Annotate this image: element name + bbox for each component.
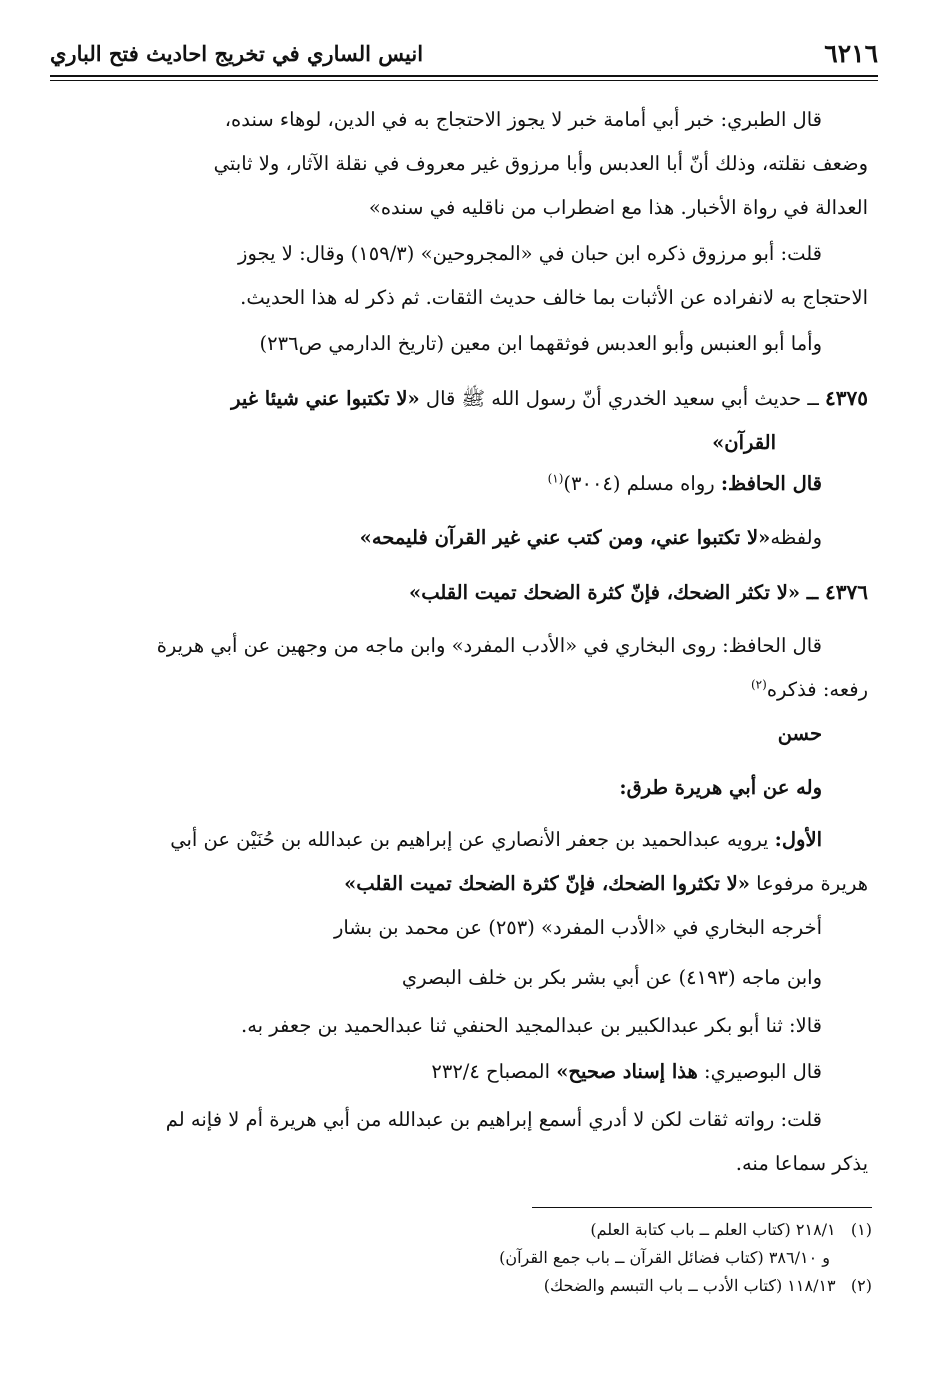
reference-text: رواه مسلم (٣٠٠٤): [563, 472, 715, 495]
text-line: [56, 1050, 868, 1094]
text-line: وله عن أبي هريرة طرق:: [619, 776, 822, 799]
footnote-number: (١): [850, 1220, 872, 1239]
running-title: انيس الساري في تخريج احاديث فتح الباري: [50, 41, 424, 66]
intro-text: ولفظه: [770, 526, 822, 549]
paragraph-abu-marzuq: [56, 232, 868, 320]
hadith-intro: ــ حديث أبي سعيد الخدري أنّ رسول الله ﷺ قال: [425, 387, 819, 410]
footnote-separator: [532, 1207, 872, 1208]
paragraph-tabari: [56, 98, 868, 230]
footnote-1: [300, 1216, 872, 1244]
footnote-marker: (١): [547, 471, 564, 486]
footnote-text: ٢١٨/١ (كتاب العلم ــ باب كتابة العلم): [590, 1220, 836, 1239]
text-line: قال الحافظ: روى البخاري في «الأدب المفرد» وابن ماجه من وجهين عن أبي هريرة: [156, 634, 822, 657]
text-line: [56, 570, 868, 615]
hadith-text: «لا تكثروا الضحك، فإنّ كثرة الضحك تميت القلب»: [344, 872, 750, 895]
text-line: قلت: أبو مرزوق ذكره ابن حبان في «المجروحين» (١٥٩/٣) وقال: لا يجوز: [238, 242, 822, 265]
label-first: الأول:: [774, 828, 822, 851]
text-line: وابن ماجه (٤١٩٣) عن أبي بشر بكر بن خلف البصري: [401, 966, 822, 989]
header-rule-thin: [50, 80, 878, 81]
paragraph-busiri: [56, 1050, 868, 1094]
grading-text: حسن: [777, 722, 822, 745]
paragraph-conclusion: [56, 1098, 868, 1186]
hadith-text: «لا تكتبوا عني، ومن كتب عني غير القرآن فليمحه»: [359, 526, 771, 549]
text-line: [56, 862, 868, 906]
hadith-text-continued: القرآن»: [712, 431, 776, 454]
text-line: وأما أبو العنبس وأبو العدبس فوثقهما ابن معين (تاريخ الدارمي ص٢٣٦): [259, 332, 822, 355]
footnotes: [300, 1216, 872, 1300]
footnote-number: (٢): [850, 1276, 872, 1295]
paragraph-hafiz-1: [56, 462, 868, 506]
paragraph-hafiz-2: [56, 624, 868, 712]
text-line: قلت: رواته ثقات لكن لا أدري أسمع إبراهيم بن عبدالله من أبي هريرة أم لا فإنه لم: [165, 1108, 822, 1131]
footnote-1-continued: و ٣٨٦/١٠ (كتاب فضائل القرآن ــ باب جمع القرآن): [499, 1248, 830, 1267]
text-line: قالا: ثنا أبو بكر عبدالكبير بن عبدالمجيد الحنفي ثنا عبدالحميد بن جعفر به.: [241, 1014, 822, 1037]
text-fragment: قال البوصيري:: [704, 1060, 822, 1083]
footnote-text: ١١٨/١٣ (كتاب الأدب ــ باب التبسم والضحك): [543, 1276, 836, 1295]
text-line: [56, 376, 868, 421]
page-number: ٦٢١٦: [824, 39, 878, 68]
hadith-4376: [56, 570, 868, 615]
text-line: [56, 818, 868, 862]
text-line: قال الطبري: خبر أبي أمامة خبر لا يجوز الاحتجاج به في الدين، لوهاء سنده،: [224, 108, 822, 131]
paragraph-ibn-majah: [56, 956, 868, 1000]
reference-text: المصباح ٢٣٢/٤: [431, 1060, 551, 1083]
text-fragment: رفعه: فذكره: [766, 678, 868, 701]
text-line: أخرجه البخاري في «الأدب المفرد» (٢٥٣) عن محمد بن بشار: [333, 916, 822, 939]
hadith-number: ٤٣٧٥: [825, 386, 868, 410]
text-fragment: هريرة مرفوعا: [756, 872, 868, 895]
quote-text: هذا إسناد صحيح»: [556, 1060, 698, 1083]
text-line: يذكر سماعا منه.: [735, 1152, 868, 1175]
paragraph-bukhari: [56, 906, 868, 950]
text-fragment: يرويه عبدالحميد بن جعفر الأنصاري عن إبراهيم بن عبدالله بن حُنَيْن عن أبي: [170, 828, 769, 851]
paragraph-qala: [56, 1004, 868, 1048]
hadith-text: ــ «لا تكثر الضحك، فإنّ كثرة الضحك تميت القلب»: [409, 581, 819, 604]
hadith-4375: [56, 376, 868, 465]
header-rule: [50, 75, 878, 77]
grading: [56, 712, 868, 756]
hadith-text: «لا تكتبوا عني شيئا غير: [231, 387, 420, 410]
hadith-number: ٤٣٧٦: [825, 580, 868, 604]
footnote-marker: (٢): [750, 677, 767, 692]
text-line: [56, 668, 868, 712]
paragraph-wording: [56, 516, 868, 560]
text-line: الاحتجاج به لانفراده عن الأثبات بما خالف حديث الثقات. ثم ذكر له هذا الحديث.: [240, 286, 868, 309]
page-header: [50, 34, 878, 74]
paragraph-ibn-main: [56, 322, 868, 366]
paragraph-first-route: [56, 818, 868, 906]
text-line: [56, 516, 868, 560]
text-line: وضعف نقلته، وذلك أنّ أبا العدبس وأبا مرزوق غير معروف في نقلة الآثار، ولا ثابتي: [213, 152, 868, 175]
footnote-2: [300, 1272, 872, 1300]
paragraph-routes: [56, 766, 868, 810]
label-hafiz: قال الحافظ:: [720, 472, 822, 495]
text-line: العدالة في رواة الأخبار. هذا مع اضطراب من ناقليه في سنده»: [368, 196, 868, 219]
text-line: [56, 462, 868, 506]
